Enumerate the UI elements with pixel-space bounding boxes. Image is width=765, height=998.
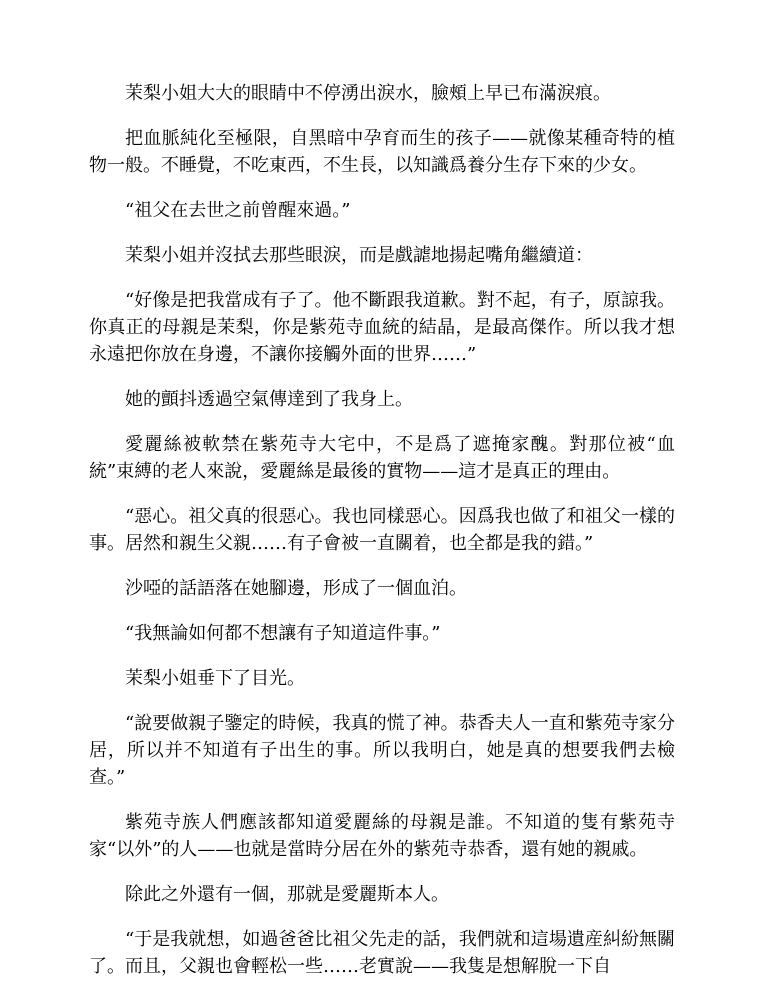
- paragraph: 茉梨小姐垂下了目光。: [125, 668, 305, 689]
- paragraph: “祖父在去世之前曾醒來過。”: [125, 200, 351, 221]
- paragraph: 除此之外還有一個，那就是愛麗斯本人。: [125, 884, 449, 905]
- paragraph: 她的顫抖透過空氣傳達到了我身上。: [125, 389, 413, 410]
- document-body: [89, 80, 675, 998]
- paragraph: “好像是把我當成有子了。他不斷跟我道歉。對不起，有子，原諒我。你真正的母親是茉梨，你是紫苑寺血統的結晶，是最高傑作。所以我才想永遠把你放在身邊，不讓你接觸外面的世界……”: [89, 290, 675, 365]
- paragraph: 茉梨小姐大大的眼睛中不停湧出淚水，臉頰上早已布滿淚痕。: [125, 83, 611, 104]
- paragraph: “說要做親子鑒定的時候，我真的慌了神。恭香夫人一直和紫苑寺家分居，所以并不知道有子出生的事。所以我明白，她是真的想要我們去檢查。”: [89, 713, 675, 788]
- paragraph: 紫苑寺族人們應該都知道愛麗絲的母親是誰。不知道的隻有紫苑寺家“以外”的人——也就是當時分居在外的紫苑寺恭香，還有她的親戚。: [89, 812, 675, 860]
- paragraph: 茉梨小姐并沒拭去那些眼淚，而是戲謔地揚起嘴角繼續道：: [125, 245, 593, 266]
- paragraph: 沙啞的話語落在她腳邊，形成了一個血泊。: [125, 578, 467, 599]
- paragraph: 把血脈純化至極限，自黑暗中孕育而生的孩子——就像某種奇特的植物一般。不睡覺，不吃東西，不生長，以知識爲養分生存下來的少女。: [89, 128, 675, 176]
- paragraph: “于是我就想，如過爸爸比祖父先走的話，我們就和這場遺産糾紛無關了。而且，父親也會輕松一些……老實說——我隻是想解脫一下自: [89, 929, 675, 977]
- paragraph: “我無論如何都不想讓有子知道這件事。”: [125, 623, 441, 644]
- paragraph: “惡心。祖父真的很惡心。我也同樣惡心。因爲我也做了和祖父一樣的事。居然和親生父親……有子會被一直關着，也全都是我的錯。”: [89, 506, 675, 554]
- paragraph: 愛麗絲被軟禁在紫苑寺大宅中，不是爲了遮掩家醜。對那位被“血統”束縛的老人來說，愛麗絲是最後的實物——這才是真正的理由。: [89, 434, 675, 482]
